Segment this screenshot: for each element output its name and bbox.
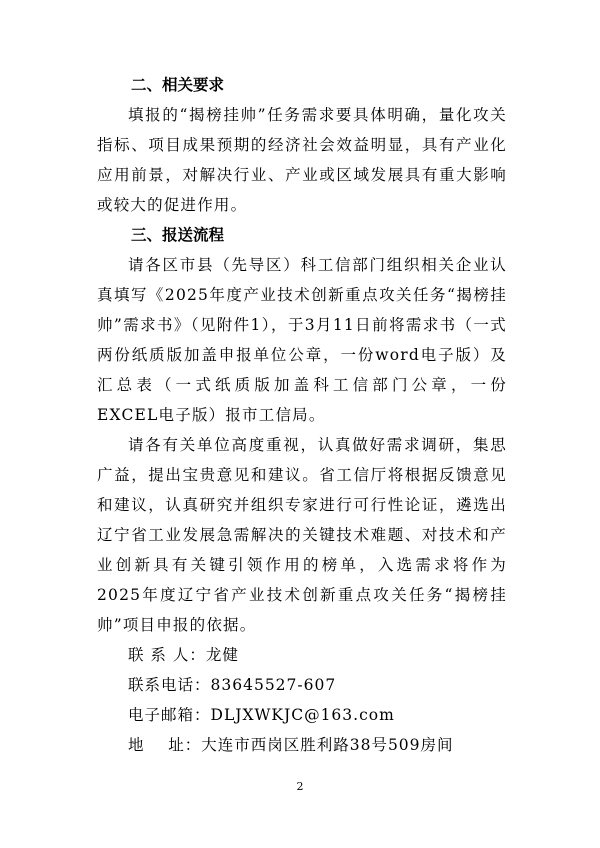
paragraph-requirements: 填报的“揭榜挂帅”任务需求要具体明确，量化攻关指标、项目成果预期的经济社会效益明显，具有产业化应用前景，对解决行业、产业或区域发展具有重大影响或较大的促进作用。 [97, 106, 507, 214]
contact-address-label: 地 址： [128, 736, 202, 754]
contact-email-value: DLJXWKJC@163.com [210, 706, 395, 724]
section-heading-submission-process: 三、报送流程 [131, 226, 225, 244]
contact-email-line [97, 700, 507, 730]
contact-address-value: 大连市西岗区胜利路38号509房间 [201, 736, 454, 754]
contact-person-line [97, 640, 507, 670]
section-heading-requirements: 二、相关要求 [131, 76, 225, 94]
section-requirements [97, 70, 507, 220]
page-number: 2 [296, 780, 304, 793]
contact-phone-label: 联系电话： [128, 676, 211, 694]
contact-address-line [97, 730, 507, 760]
contact-email-label: 电子邮箱： [128, 706, 211, 724]
paragraph-importance-notice: 请各有关单位高度重视，认真做好需求调研，集思广益，提出宝贵意见和建议。省工信厅将根据反馈意见和建议，认真研究并组织专家进行可行性论证，遴选出辽宁省工业发展急需解决的关键技术难题、对技术和产业创新具有关键引领作用的榜单，入选需求将作为2025年度辽宁省产业技术创新重点攻关任务“揭榜挂帅”项目申报的依据。 [97, 436, 507, 634]
contact-person-value: 龙健 [205, 646, 239, 664]
contact-info [97, 640, 507, 760]
section-submission-process [97, 220, 507, 640]
document-body [97, 70, 507, 760]
contact-phone-value: 83645527-607 [210, 676, 337, 694]
contact-phone-line [97, 670, 507, 700]
contact-person-label: 联 系 人： [128, 646, 206, 664]
paragraph-submission-instructions: 请各区市县（先导区）科工信部门组织相关企业认真填写《2025年度产业技术创新重点攻关任务“揭榜挂帅”需求书》（见附件1），于3月11日前将需求书（一式两份纸质版加盖申报单位公章，一份word电子版）及汇总表（一式纸质版加盖科工信部门公章，一份EXCEL电子版）报市工信局。 [97, 256, 507, 424]
